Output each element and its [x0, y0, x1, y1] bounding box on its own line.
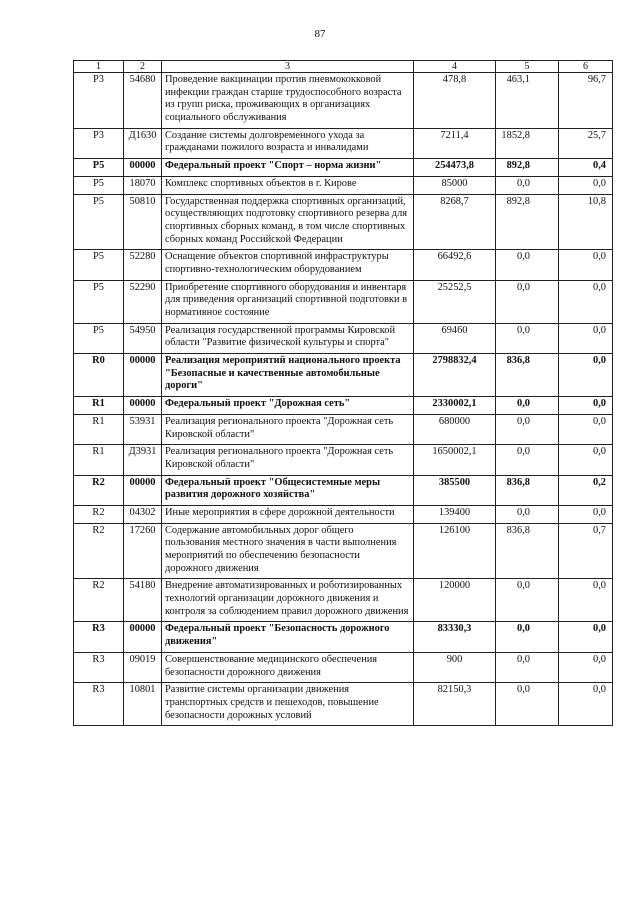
row-actual-cell: 836,8	[496, 523, 559, 579]
row-plan-cell: 8268,7	[414, 194, 496, 250]
table-row	[74, 159, 613, 177]
row-code-cell: Р5	[74, 159, 124, 177]
row-actual-cell: 1852,8	[496, 128, 559, 158]
row-target-code-cell: 00000	[124, 354, 162, 397]
row-plan-cell: 254473,8	[414, 159, 496, 177]
column-number: 6	[559, 61, 613, 73]
row-actual-cell: 0,0	[496, 445, 559, 475]
table-row	[74, 128, 613, 158]
row-target-code-cell: Д1630	[124, 128, 162, 158]
row-code-cell: Р3	[74, 73, 124, 129]
row-actual-cell: 0,0	[496, 622, 559, 652]
row-target-code-cell: 09019	[124, 652, 162, 682]
row-name-cell: Внедрение автоматизированных и роботизированных технологий организации дорожного движения и контроля за соблюдением правил дорожного движения	[162, 579, 414, 622]
row-actual-cell: 463,1	[496, 73, 559, 129]
table-row	[74, 505, 613, 523]
row-name-cell: Реализация государственной программы Кировской области "Развитие физической культуры и спорта"	[162, 323, 414, 353]
row-code-cell: R1	[74, 445, 124, 475]
row-code-cell: R0	[74, 354, 124, 397]
row-target-code-cell: 18070	[124, 176, 162, 194]
row-name-cell: Комплекс спортивных объектов в г. Кирове	[162, 176, 414, 194]
row-percent-cell: 10,8	[559, 194, 613, 250]
row-plan-cell: 139400	[414, 505, 496, 523]
table-row	[74, 414, 613, 444]
row-target-code-cell: 04302	[124, 505, 162, 523]
row-target-code-cell: 00000	[124, 622, 162, 652]
row-actual-cell: 836,8	[496, 354, 559, 397]
row-target-code-cell: 52290	[124, 280, 162, 323]
row-percent-cell: 0,7	[559, 523, 613, 579]
row-percent-cell: 0,0	[559, 250, 613, 280]
row-name-cell: Федеральный проект "Безопасность дорожного движения"	[162, 622, 414, 652]
row-code-cell: R1	[74, 414, 124, 444]
row-target-code-cell: 54680	[124, 73, 162, 129]
row-actual-cell: 892,8	[496, 159, 559, 177]
row-plan-cell: 126100	[414, 523, 496, 579]
table-row	[74, 280, 613, 323]
row-target-code-cell: 50810	[124, 194, 162, 250]
row-plan-cell: 1650002,1	[414, 445, 496, 475]
row-code-cell: R1	[74, 397, 124, 415]
row-actual-cell: 0,0	[496, 250, 559, 280]
row-name-cell: Федеральный проект "Спорт – норма жизни"	[162, 159, 414, 177]
row-plan-cell: 7211,4	[414, 128, 496, 158]
row-actual-cell: 0,0	[496, 579, 559, 622]
table-row	[74, 523, 613, 579]
row-target-code-cell: 00000	[124, 475, 162, 505]
row-actual-cell: 0,0	[496, 683, 559, 726]
row-percent-cell: 25,7	[559, 128, 613, 158]
row-code-cell: Р5	[74, 280, 124, 323]
row-name-cell: Реализация мероприятий национального проекта "Безопасные и качественные автомобильные дороги"	[162, 354, 414, 397]
row-code-cell: R2	[74, 505, 124, 523]
row-plan-cell: 25252,5	[414, 280, 496, 323]
row-name-cell: Совершенствование медицинского обеспечения безопасности дорожного движения	[162, 652, 414, 682]
row-percent-cell: 0,2	[559, 475, 613, 505]
row-plan-cell: 478,8	[414, 73, 496, 129]
table-row	[74, 579, 613, 622]
row-actual-cell: 0,0	[496, 280, 559, 323]
column-number: 3	[162, 61, 414, 73]
row-percent-cell: 0,0	[559, 579, 613, 622]
row-name-cell: Иные мероприятия в сфере дорожной деятельности	[162, 505, 414, 523]
table-row	[74, 475, 613, 505]
table-row	[74, 622, 613, 652]
row-name-cell: Федеральный проект "Общесистемные меры развития дорожного хозяйства"	[162, 475, 414, 505]
row-percent-cell: 0,0	[559, 323, 613, 353]
row-code-cell: R3	[74, 683, 124, 726]
row-percent-cell: 0,0	[559, 505, 613, 523]
row-actual-cell: 0,0	[496, 414, 559, 444]
budget-table	[73, 60, 613, 726]
row-percent-cell: 0,4	[559, 159, 613, 177]
row-code-cell: Р5	[74, 250, 124, 280]
row-actual-cell: 836,8	[496, 475, 559, 505]
row-name-cell: Реализация регионального проекта "Дорожная сеть Кировской области"	[162, 414, 414, 444]
row-percent-cell: 0,0	[559, 280, 613, 323]
row-code-cell: R3	[74, 622, 124, 652]
row-code-cell: R2	[74, 475, 124, 505]
table-row	[74, 397, 613, 415]
page-number: 87	[314, 28, 326, 40]
row-name-cell: Оснащение объектов спортивной инфраструктуры спортивно-технологическим оборудованием	[162, 250, 414, 280]
column-number: 2	[124, 61, 162, 73]
row-percent-cell: 0,0	[559, 397, 613, 415]
row-code-cell: R2	[74, 523, 124, 579]
table-row	[74, 683, 613, 726]
row-name-cell: Федеральный проект "Дорожная сеть"	[162, 397, 414, 415]
row-name-cell: Приобретение спортивного оборудования и инвентаря для приведения организаций спортивной подготовки в нормативное состояние	[162, 280, 414, 323]
row-target-code-cell: 52280	[124, 250, 162, 280]
row-code-cell: R2	[74, 579, 124, 622]
row-target-code-cell: 00000	[124, 397, 162, 415]
row-percent-cell: 0,0	[559, 622, 613, 652]
row-name-cell: Проведение вакцинации против пневмококковой инфекции граждан старше трудоспособного возраста из групп риска, проживающих в организациях социального обслуживания	[162, 73, 414, 129]
table-row	[74, 354, 613, 397]
table-row	[74, 73, 613, 129]
row-code-cell: Р5	[74, 194, 124, 250]
row-percent-cell: 0,0	[559, 354, 613, 397]
row-name-cell: Развитие системы организации движения транспортных средств и пешеходов, повышение безопасности дорожных условий	[162, 683, 414, 726]
row-plan-cell: 900	[414, 652, 496, 682]
row-actual-cell: 0,0	[496, 176, 559, 194]
column-number: 4	[414, 61, 496, 73]
row-code-cell: Р5	[74, 176, 124, 194]
row-name-cell: Содержание автомобильных дорог общего пользования местного значения в части выполнения мероприятий по обеспечению безопасности дорожного движения	[162, 523, 414, 579]
row-percent-cell: 0,0	[559, 414, 613, 444]
row-actual-cell: 0,0	[496, 323, 559, 353]
row-plan-cell: 82150,3	[414, 683, 496, 726]
table-row	[74, 176, 613, 194]
row-plan-cell: 85000	[414, 176, 496, 194]
column-number: 5	[496, 61, 559, 73]
table-row	[74, 194, 613, 250]
row-code-cell: Р3	[74, 128, 124, 158]
row-actual-cell: 892,8	[496, 194, 559, 250]
row-percent-cell: 0,0	[559, 652, 613, 682]
row-percent-cell: 0,0	[559, 445, 613, 475]
row-actual-cell: 0,0	[496, 397, 559, 415]
row-plan-cell: 2798832,4	[414, 354, 496, 397]
row-target-code-cell: 00000	[124, 159, 162, 177]
row-plan-cell: 2330002,1	[414, 397, 496, 415]
row-code-cell: R3	[74, 652, 124, 682]
row-plan-cell: 66492,6	[414, 250, 496, 280]
row-percent-cell: 0,0	[559, 683, 613, 726]
row-name-cell: Реализация регионального проекта "Дорожная сеть Кировской области"	[162, 445, 414, 475]
row-target-code-cell: 54180	[124, 579, 162, 622]
row-target-code-cell: Д3931	[124, 445, 162, 475]
row-code-cell: Р5	[74, 323, 124, 353]
row-plan-cell: 385500	[414, 475, 496, 505]
row-target-code-cell: 54950	[124, 323, 162, 353]
row-plan-cell: 69460	[414, 323, 496, 353]
row-target-code-cell: 53931	[124, 414, 162, 444]
row-actual-cell: 0,0	[496, 652, 559, 682]
row-target-code-cell: 17260	[124, 523, 162, 579]
row-plan-cell: 680000	[414, 414, 496, 444]
table-row	[74, 250, 613, 280]
row-percent-cell: 96,7	[559, 73, 613, 129]
row-target-code-cell: 10801	[124, 683, 162, 726]
table-row	[74, 323, 613, 353]
column-number-row	[74, 61, 613, 73]
row-name-cell: Государственная поддержка спортивных организаций, осуществляющих подготовку спортивного резерва для спортивных сборных команд, в том числе спортивных сборных команд Российской Федерации	[162, 194, 414, 250]
row-name-cell: Создание системы долговременного ухода за гражданами пожилого возраста и инвалидами	[162, 128, 414, 158]
row-plan-cell: 120000	[414, 579, 496, 622]
row-plan-cell: 83330,3	[414, 622, 496, 652]
table-row	[74, 445, 613, 475]
row-percent-cell: 0,0	[559, 176, 613, 194]
column-number: 1	[74, 61, 124, 73]
table-row	[74, 652, 613, 682]
row-actual-cell: 0,0	[496, 505, 559, 523]
